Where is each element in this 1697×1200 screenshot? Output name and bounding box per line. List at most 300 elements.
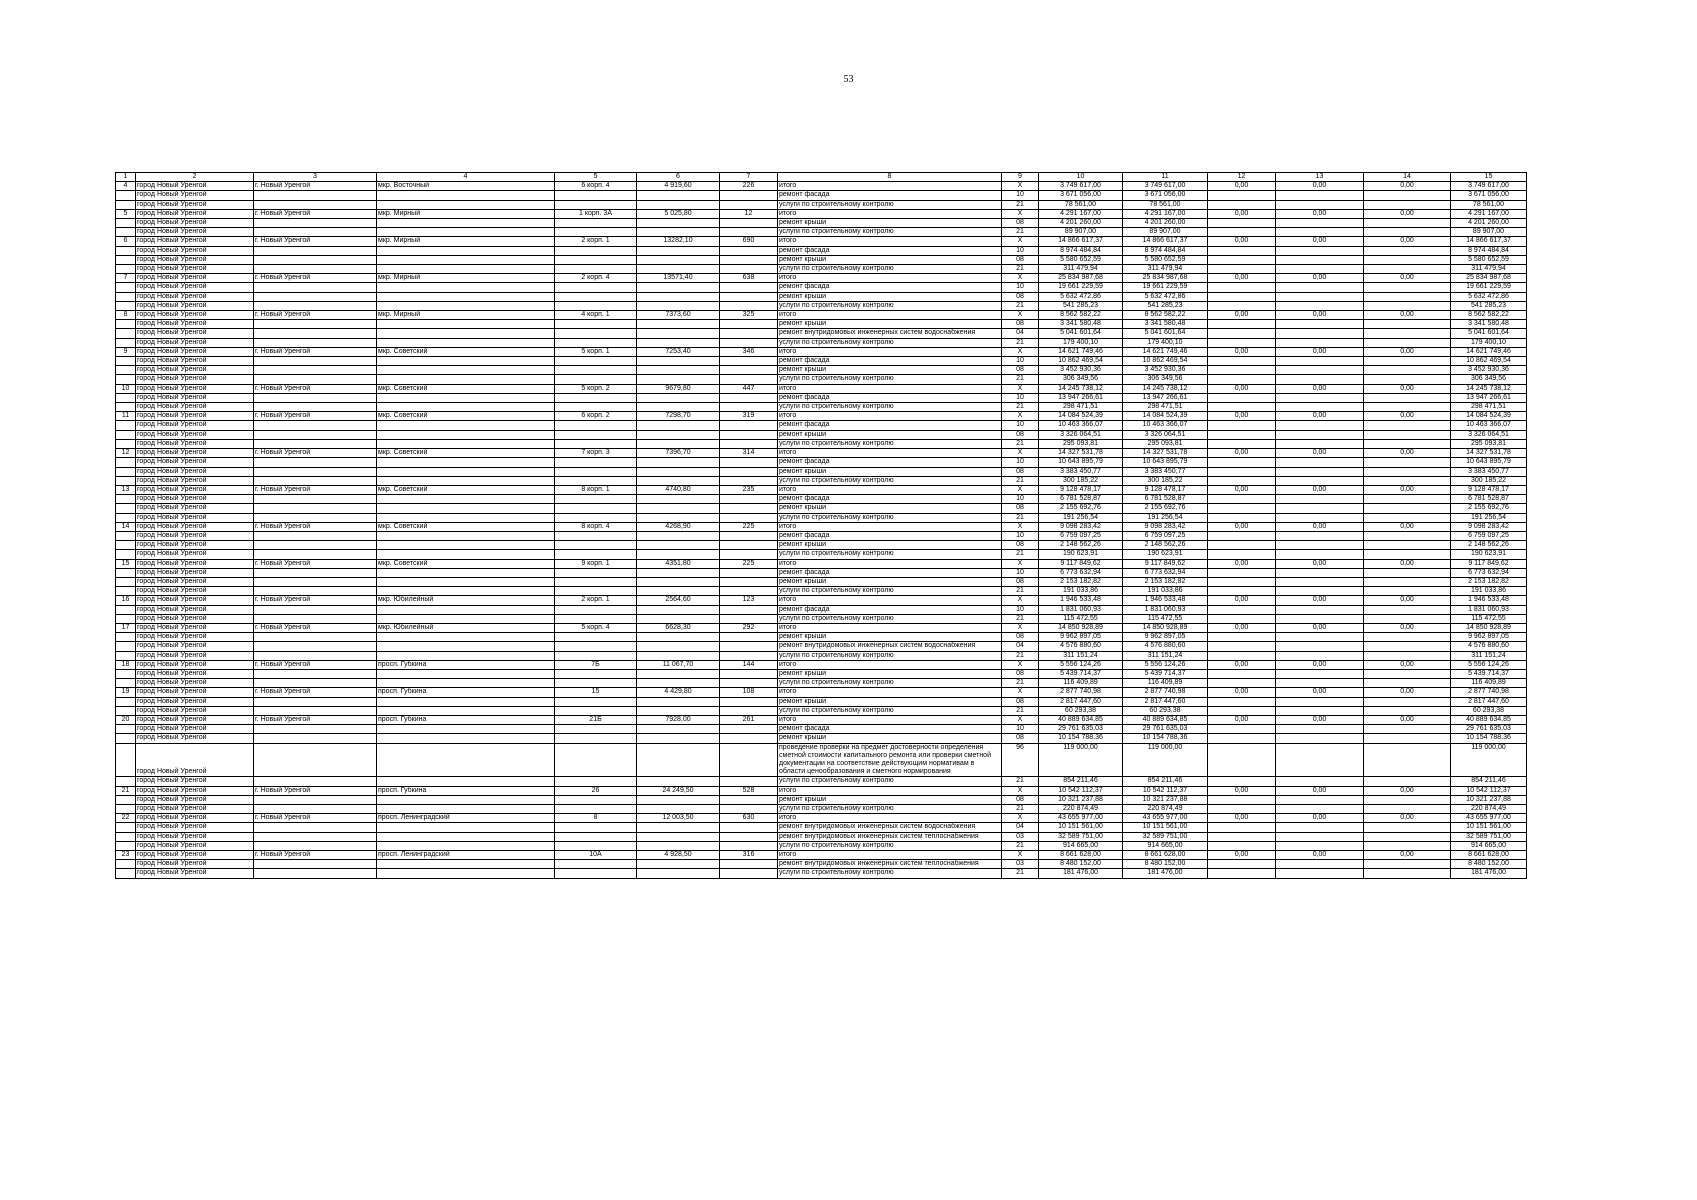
column-number: 9 (1002, 173, 1039, 182)
municipality-cell: город Новый Уренгой (136, 541, 254, 550)
residents-cell: 226 (720, 182, 778, 191)
area-cell (637, 841, 720, 850)
col14-cell (1364, 614, 1451, 623)
col12-cell: 0,00 (1208, 814, 1276, 823)
work-type-cell: услуги по строительному контролю (778, 679, 1002, 688)
district-cell (377, 329, 555, 338)
total-cost-cell: 4 201 260,00 (1039, 219, 1123, 228)
total-cost-cell: 10 151 561,00 (1039, 823, 1123, 832)
work-code-cell: 03 (1002, 860, 1039, 869)
total-cost-cell: 6 759 097,25 (1039, 531, 1123, 540)
col12-cell (1208, 734, 1276, 743)
column-number: 4 (377, 173, 555, 182)
table-row (116, 550, 1527, 559)
col12-cell (1208, 393, 1276, 402)
col14-cell (1364, 421, 1451, 430)
area-cell (637, 265, 720, 274)
work-code-cell: 04 (1002, 823, 1039, 832)
area-cell (637, 777, 720, 786)
col13-cell (1276, 633, 1364, 642)
house-number-cell (555, 458, 637, 467)
work-code-cell: X (1002, 485, 1039, 494)
house-number-cell (555, 320, 637, 329)
district-cell: мкр. Советский (377, 449, 555, 458)
col15-cost-cell: 43 655 977,00 (1451, 814, 1527, 823)
row-number-cell (116, 393, 136, 402)
table-row (116, 311, 1527, 320)
col13-cell: 0,00 (1276, 347, 1364, 356)
house-number-cell (555, 823, 637, 832)
municipality-cell: город Новый Уренгой (136, 786, 254, 795)
col12-cell (1208, 805, 1276, 814)
row-number-cell (116, 219, 136, 228)
total-cost-cell: 306 349,56 (1039, 375, 1123, 384)
total-cost-cell: 40 889 634,85 (1039, 715, 1123, 724)
row-number-cell (116, 568, 136, 577)
municipality-cell: город Новый Уренгой (136, 329, 254, 338)
row-number-cell: 11 (116, 412, 136, 421)
col13-cell: 0,00 (1276, 182, 1364, 191)
work-type-cell: ремонт внутридомовых инженерных систем теплоснабжения (778, 860, 1002, 869)
table-row (116, 734, 1527, 743)
col12-cell (1208, 823, 1276, 832)
fund-cost-cell: 1 831 060,93 (1123, 605, 1208, 614)
residents-cell (720, 725, 778, 734)
col14-cell (1364, 777, 1451, 786)
table-row (116, 559, 1527, 568)
district-cell (377, 577, 555, 586)
work-type-cell: итого (778, 814, 1002, 823)
area-cell: 11 067,70 (637, 660, 720, 669)
district-cell (377, 191, 555, 200)
work-code-cell: 21 (1002, 869, 1039, 878)
fund-cost-cell: 29 761 635,03 (1123, 725, 1208, 734)
house-number-cell (555, 301, 637, 310)
residents-cell: 225 (720, 559, 778, 568)
district-cell (377, 476, 555, 485)
municipality-cell: город Новый Уренгой (136, 219, 254, 228)
col13-cell (1276, 283, 1364, 292)
col12-cell (1208, 587, 1276, 596)
house-number-cell: 5 корп. 2 (555, 384, 637, 393)
municipality-cell: город Новый Уренгой (136, 412, 254, 421)
col12-cell: 0,00 (1208, 347, 1276, 356)
locality-cell (254, 669, 377, 678)
work-type-cell: итого (778, 688, 1002, 697)
district-cell (377, 338, 555, 347)
residents-cell (720, 375, 778, 384)
col12-cell (1208, 832, 1276, 841)
col12-cell (1208, 697, 1276, 706)
district-cell: просп. Губкина (377, 786, 555, 795)
municipality-cell: город Новый Уренгой (136, 366, 254, 375)
row-number-cell (116, 513, 136, 522)
residents-cell (720, 832, 778, 841)
col13-cell (1276, 430, 1364, 439)
col14-cell (1364, 706, 1451, 715)
district-cell (377, 467, 555, 476)
total-cost-cell: 14 327 531,78 (1039, 449, 1123, 458)
table-row (116, 265, 1527, 274)
residents-cell (720, 706, 778, 715)
work-type-cell: услуги по строительному контролю (778, 706, 1002, 715)
house-number-cell: 8 корп. 1 (555, 485, 637, 494)
municipality-cell: город Новый Уренгой (136, 814, 254, 823)
fund-cost-cell: 181 476,00 (1123, 869, 1208, 878)
fund-cost-cell: 541 285,23 (1123, 301, 1208, 310)
row-number-cell (116, 292, 136, 301)
work-code-cell: X (1002, 274, 1039, 283)
table-row (116, 688, 1527, 697)
col15-cost-cell: 306 349,56 (1451, 375, 1527, 384)
col14-cell: 0,00 (1364, 559, 1451, 568)
municipality-cell: город Новый Уренгой (136, 795, 254, 804)
municipality-cell: город Новый Уренгой (136, 200, 254, 209)
col15-cost-cell: 6 773 632,94 (1451, 568, 1527, 577)
residents-cell (720, 805, 778, 814)
col13-cell (1276, 421, 1364, 430)
total-cost-cell: 10 643 895,79 (1039, 458, 1123, 467)
col12-cell: 0,00 (1208, 274, 1276, 283)
district-cell (377, 605, 555, 614)
row-number-cell (116, 577, 136, 586)
row-number-cell (116, 338, 136, 347)
row-number-cell (116, 329, 136, 338)
district-cell: просп. Губкина (377, 660, 555, 669)
table-row (116, 795, 1527, 804)
total-cost-cell: 25 834 987,68 (1039, 274, 1123, 283)
fund-cost-cell: 4 576 880,60 (1123, 642, 1208, 651)
col15-cost-cell: 78 561,00 (1451, 200, 1527, 209)
work-code-cell: 08 (1002, 366, 1039, 375)
fund-cost-cell: 5 439 714,37 (1123, 669, 1208, 678)
house-number-cell (555, 795, 637, 804)
fund-cost-cell: 9 128 478,17 (1123, 485, 1208, 494)
col13-cell (1276, 734, 1364, 743)
locality-cell (254, 679, 377, 688)
work-code-cell: 08 (1002, 219, 1039, 228)
col13-cell (1276, 706, 1364, 715)
locality-cell: г. Новый Уренгой (254, 209, 377, 218)
area-cell (637, 568, 720, 577)
house-number-cell (555, 841, 637, 850)
col14-cell: 0,00 (1364, 274, 1451, 283)
fund-cost-cell: 298 471,51 (1123, 403, 1208, 412)
municipality-cell: город Новый Уренгой (136, 568, 254, 577)
col15-cost-cell: 14 850 928,89 (1451, 623, 1527, 632)
work-code-cell: X (1002, 786, 1039, 795)
fund-cost-cell: 3 326 064,51 (1123, 430, 1208, 439)
municipality-cell: город Новый Уренгой (136, 706, 254, 715)
municipality-cell: город Новый Уренгой (136, 504, 254, 513)
house-number-cell: 7 корп. 3 (555, 449, 637, 458)
house-number-cell (555, 587, 637, 596)
col12-cell (1208, 541, 1276, 550)
work-type-cell: услуги по строительному контролю (778, 301, 1002, 310)
district-cell (377, 301, 555, 310)
table-row (116, 430, 1527, 439)
table-body (116, 173, 1527, 879)
locality-cell: г. Новый Уренгой (254, 623, 377, 632)
area-cell: 6628,30 (637, 623, 720, 632)
fund-cost-cell: 14 327 531,78 (1123, 449, 1208, 458)
row-number-cell (116, 587, 136, 596)
work-type-cell: ремонт фасада (778, 531, 1002, 540)
fund-cost-cell: 9 098 283,42 (1123, 522, 1208, 531)
work-type-cell: услуги по строительному контролю (778, 841, 1002, 850)
col12-cell (1208, 605, 1276, 614)
locality-cell: г. Новый Уренгой (254, 274, 377, 283)
house-number-cell (555, 614, 637, 623)
work-code-cell: 21 (1002, 706, 1039, 715)
col12-cell: 0,00 (1208, 412, 1276, 421)
col13-cell (1276, 823, 1364, 832)
table-row (116, 725, 1527, 734)
district-cell (377, 430, 555, 439)
table-row (116, 614, 1527, 623)
district-cell (377, 587, 555, 596)
residents-cell (720, 283, 778, 292)
col14-cell (1364, 292, 1451, 301)
residents-cell (720, 246, 778, 255)
fund-cost-cell: 119 000,00 (1123, 743, 1208, 777)
work-type-cell: услуги по строительному контролю (778, 513, 1002, 522)
col15-cost-cell: 60 293,38 (1451, 706, 1527, 715)
locality-cell: г. Новый Уренгой (254, 311, 377, 320)
total-cost-cell: 191 033,86 (1039, 587, 1123, 596)
row-number-cell (116, 357, 136, 366)
col13-cell (1276, 832, 1364, 841)
work-code-cell: X (1002, 384, 1039, 393)
municipality-cell: город Новый Уренгой (136, 614, 254, 623)
col13-cell (1276, 439, 1364, 448)
col14-cell (1364, 568, 1451, 577)
total-cost-cell: 5 439 714,37 (1039, 669, 1123, 678)
locality-cell (254, 292, 377, 301)
row-number-cell (116, 430, 136, 439)
area-cell (637, 531, 720, 540)
total-cost-cell: 10 463 366,07 (1039, 421, 1123, 430)
table-row (116, 283, 1527, 292)
district-cell (377, 795, 555, 804)
work-type-cell: услуги по строительному контролю (778, 476, 1002, 485)
fund-cost-cell: 8 480 152,00 (1123, 860, 1208, 869)
col15-cost-cell: 9 117 849,62 (1451, 559, 1527, 568)
work-code-cell: 04 (1002, 642, 1039, 651)
table-row (116, 706, 1527, 715)
district-cell (377, 669, 555, 678)
table-row (116, 301, 1527, 310)
col15-cost-cell: 1 831 060,93 (1451, 605, 1527, 614)
total-cost-cell: 311 479,94 (1039, 265, 1123, 274)
total-cost-cell: 9 117 849,62 (1039, 559, 1123, 568)
municipality-cell: город Новый Уренгой (136, 246, 254, 255)
fund-cost-cell: 295 093,81 (1123, 439, 1208, 448)
locality-cell (254, 587, 377, 596)
area-cell (637, 329, 720, 338)
district-cell (377, 357, 555, 366)
col12-cell (1208, 338, 1276, 347)
area-cell (637, 228, 720, 237)
area-cell (637, 301, 720, 310)
row-number-cell (116, 642, 136, 651)
col15-cost-cell: 5 580 652,59 (1451, 255, 1527, 264)
total-cost-cell: 19 661 229,59 (1039, 283, 1123, 292)
col15-cost-cell: 3 671 056,00 (1451, 191, 1527, 200)
house-number-cell (555, 219, 637, 228)
work-type-cell: итого (778, 786, 1002, 795)
municipality-cell: город Новый Уренгой (136, 651, 254, 660)
municipality-cell: город Новый Уренгой (136, 596, 254, 605)
col12-cell (1208, 476, 1276, 485)
col13-cell: 0,00 (1276, 660, 1364, 669)
col14-cell (1364, 467, 1451, 476)
fund-cost-cell: 89 907,00 (1123, 228, 1208, 237)
table-row (116, 329, 1527, 338)
total-cost-cell: 14 850 928,89 (1039, 623, 1123, 632)
work-type-cell: ремонт крыши (778, 292, 1002, 301)
col12-cell (1208, 568, 1276, 577)
house-number-cell (555, 265, 637, 274)
residents-cell: 447 (720, 384, 778, 393)
col14-cell (1364, 255, 1451, 264)
house-number-cell: 21Б (555, 715, 637, 724)
table-row (116, 869, 1527, 878)
col12-cell (1208, 255, 1276, 264)
col14-cell (1364, 550, 1451, 559)
table-row (116, 743, 1527, 777)
work-code-cell: 08 (1002, 633, 1039, 642)
table-row (116, 814, 1527, 823)
col15-cost-cell: 14 084 524,39 (1451, 412, 1527, 421)
col12-cell: 0,00 (1208, 449, 1276, 458)
house-number-cell (555, 706, 637, 715)
col14-cell: 0,00 (1364, 688, 1451, 697)
residents-cell: 123 (720, 596, 778, 605)
row-number-cell: 4 (116, 182, 136, 191)
residents-cell (720, 669, 778, 678)
col13-cell (1276, 679, 1364, 688)
fund-cost-cell: 3 383 450,77 (1123, 467, 1208, 476)
work-code-cell: 10 (1002, 191, 1039, 200)
row-number-cell (116, 706, 136, 715)
work-type-cell: услуги по строительному контролю (778, 651, 1002, 660)
col12-cell (1208, 467, 1276, 476)
work-type-cell: ремонт крыши (778, 320, 1002, 329)
table-row (116, 366, 1527, 375)
col14-cell: 0,00 (1364, 786, 1451, 795)
col13-cell (1276, 200, 1364, 209)
locality-cell: г. Новый Уренгой (254, 851, 377, 860)
residents-cell (720, 393, 778, 402)
col15-cost-cell: 10 463 366,07 (1451, 421, 1527, 430)
col14-cell: 0,00 (1364, 237, 1451, 246)
work-code-cell: X (1002, 596, 1039, 605)
area-cell (637, 246, 720, 255)
col14-cell (1364, 642, 1451, 651)
total-cost-cell: 1 946 533,48 (1039, 596, 1123, 605)
work-type-cell: итого (778, 522, 1002, 531)
total-cost-cell: 3 383 450,77 (1039, 467, 1123, 476)
col15-cost-cell: 4 201 260,00 (1451, 219, 1527, 228)
table-row (116, 860, 1527, 869)
row-number-cell: 13 (116, 485, 136, 494)
work-code-cell: 10 (1002, 605, 1039, 614)
col13-cell (1276, 357, 1364, 366)
locality-cell (254, 531, 377, 540)
municipality-cell: город Новый Уренгой (136, 734, 254, 743)
house-number-cell: 5 корп. 1 (555, 347, 637, 356)
col13-cell (1276, 605, 1364, 614)
col15-cost-cell: 9 098 283,42 (1451, 522, 1527, 531)
col15-cost-cell: 115 472,55 (1451, 614, 1527, 623)
municipality-cell: город Новый Уренгой (136, 660, 254, 669)
residents-cell (720, 777, 778, 786)
col13-cell: 0,00 (1276, 274, 1364, 283)
col15-cost-cell: 5 439 714,37 (1451, 669, 1527, 678)
municipality-cell: город Новый Уренгой (136, 274, 254, 283)
house-number-cell: 2 корп. 1 (555, 596, 637, 605)
col13-cell (1276, 476, 1364, 485)
municipality-cell: город Новый Уренгой (136, 531, 254, 540)
work-type-cell: услуги по строительному контролю (778, 375, 1002, 384)
col15-cost-cell: 295 093,81 (1451, 439, 1527, 448)
residents-cell (720, 320, 778, 329)
residents-cell (720, 651, 778, 660)
row-number-cell (116, 421, 136, 430)
total-cost-cell: 14 621 749,46 (1039, 347, 1123, 356)
residents-cell (720, 734, 778, 743)
work-type-cell: ремонт внутридомовых инженерных систем теплоснабжения (778, 832, 1002, 841)
col12-cell: 0,00 (1208, 851, 1276, 860)
total-cost-cell: 3 326 064,51 (1039, 430, 1123, 439)
work-code-cell: X (1002, 347, 1039, 356)
col15-cost-cell: 298 471,51 (1451, 403, 1527, 412)
table-row (116, 587, 1527, 596)
col13-cell (1276, 403, 1364, 412)
municipality-cell: город Новый Уренгой (136, 292, 254, 301)
work-code-cell: 10 (1002, 531, 1039, 540)
locality-cell (254, 219, 377, 228)
residents-cell: 638 (720, 274, 778, 283)
area-cell (637, 869, 720, 878)
house-number-cell (555, 476, 637, 485)
col12-cell (1208, 743, 1276, 777)
work-type-cell: ремонт крыши (778, 669, 1002, 678)
work-code-cell: 96 (1002, 743, 1039, 777)
area-cell: 2564,60 (637, 596, 720, 605)
col13-cell (1276, 541, 1364, 550)
house-number-cell (555, 504, 637, 513)
total-cost-cell: 4 291 167,00 (1039, 209, 1123, 218)
area-cell (637, 476, 720, 485)
table-row (116, 237, 1527, 246)
work-code-cell: X (1002, 715, 1039, 724)
col14-cell (1364, 393, 1451, 402)
table-row (116, 384, 1527, 393)
house-number-cell (555, 467, 637, 476)
col12-cell (1208, 403, 1276, 412)
col14-cell (1364, 219, 1451, 228)
fund-cost-cell: 3 341 580,48 (1123, 320, 1208, 329)
work-type-cell: ремонт крыши (778, 697, 1002, 706)
col15-cost-cell: 9 128 478,17 (1451, 485, 1527, 494)
work-type-cell: ремонт фасада (778, 458, 1002, 467)
district-cell (377, 642, 555, 651)
fund-cost-cell: 190 623,91 (1123, 550, 1208, 559)
work-type-cell: услуги по строительному контролю (778, 805, 1002, 814)
fund-cost-cell: 10 862 469,54 (1123, 357, 1208, 366)
